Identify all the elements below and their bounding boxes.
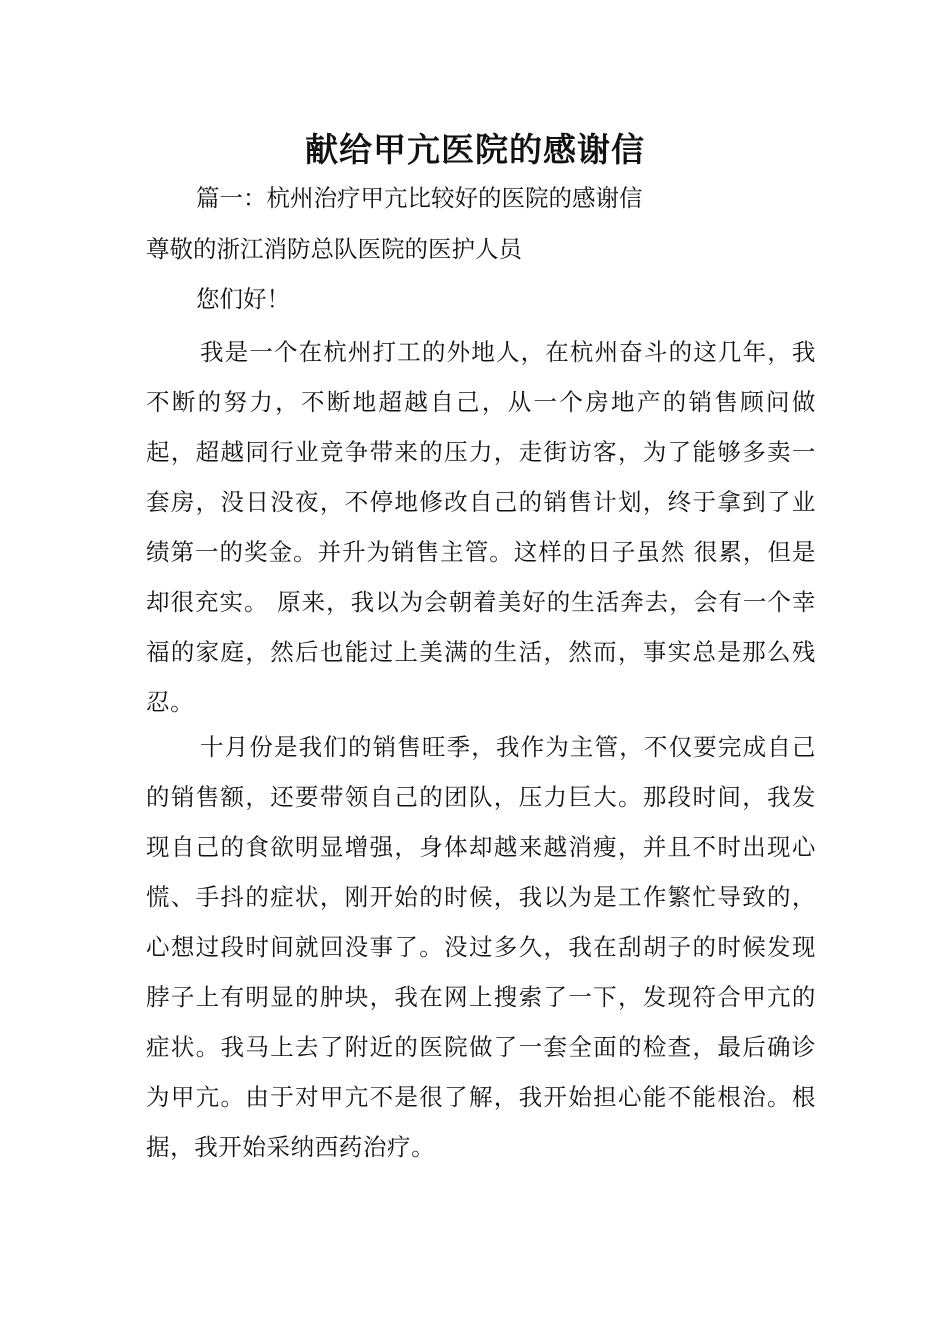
body-paragraph-1: 我是一个在杭州打工的外地人，在杭州奋斗的这几年，我不断的努力，不断地超越自己，从一个房地产的销售顾问做起，超越同行业竞争带来的压力，走街访客，为了能够多卖一套房，没日没夜，不停地修改自己的销售计划，终于拿到了业绩第一的奖金。并升为销售主管。这样的日子虽然 很累，但是却很充实。 原来，我以为会朝着美好的生活奔去，会有一个幸福的家庭，然后也能过上美满的生活，然而，事实总是那么残忍。 (146, 338, 816, 716)
greeting: 您们好！ (196, 285, 290, 313)
body-paragraph-2: 十月份是我们的销售旺季，我作为主管，不仅要完成自己的销售额，还要带领自己的团队，压力巨大。那段时间，我发现自己的食欲明显增强，身体却越来越消瘦，并且不时出现心慌、手抖的症状，刚开始的时候，我以为是工作繁忙导致的，心想过段时间就回没事了。没过多久，我在刮胡子的时候发现脖子上有明显的肿块，我在网上搜索了一下，发现符合甲亢的症状。我马上去了附近的医院做了一套全面的检查，最后确诊为甲亢。由于对甲亢不是很了解，我开始担心能不能根治。根据，我开始采纳西药治疗。 (146, 733, 816, 1161)
document-title: 献给甲亢医院的感谢信 (305, 130, 645, 169)
section-heading: 篇一：杭州治疗甲亢比较好的医院的感谢信 (196, 184, 643, 212)
salutation: 尊敬的浙江消防总队医院的医护人员 (146, 235, 522, 263)
